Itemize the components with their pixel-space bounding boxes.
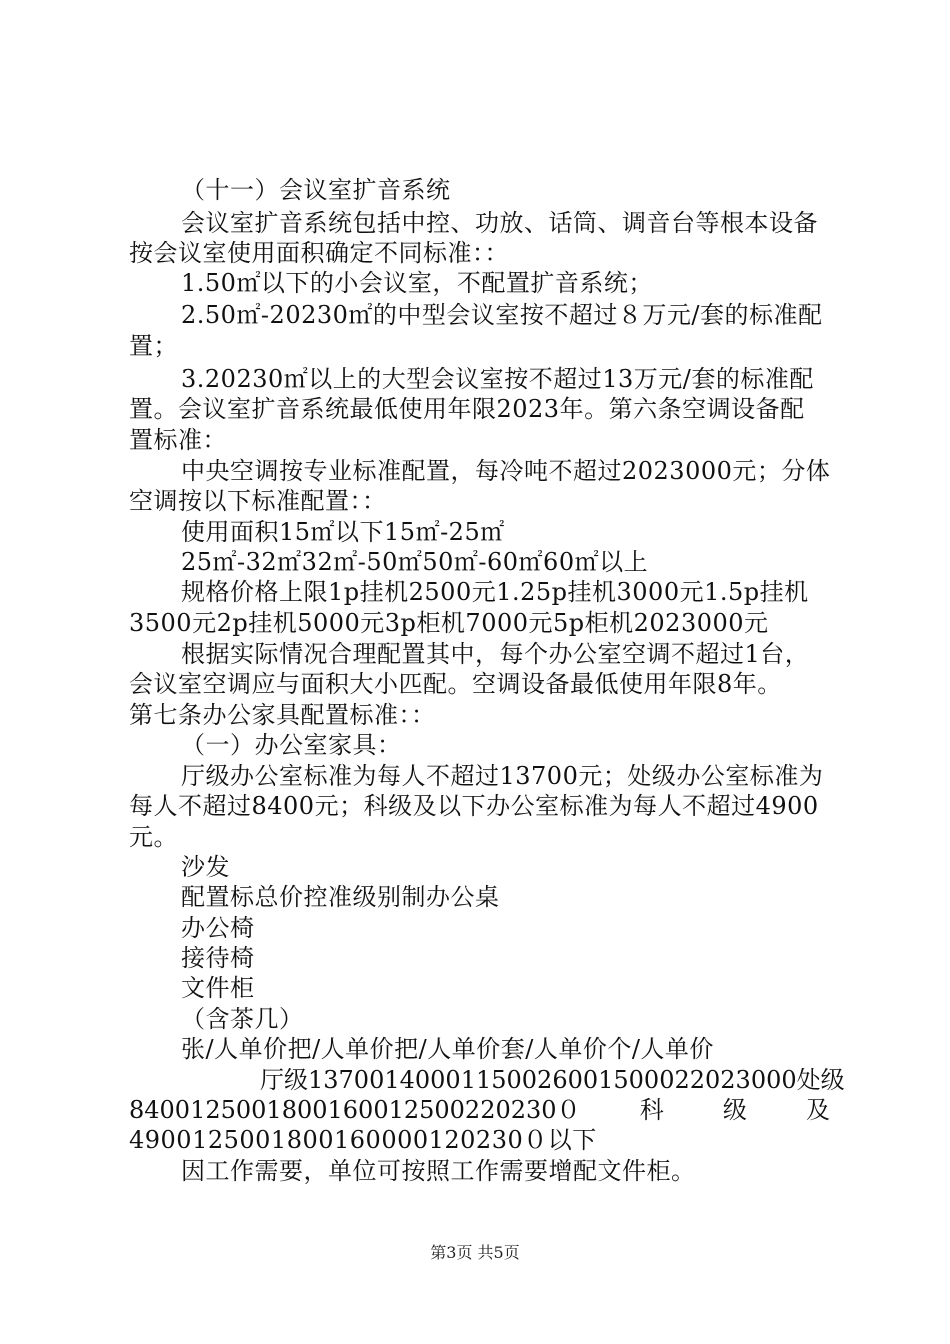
table-text-line: 4900125001800160000120230０以下: [129, 1126, 597, 1154]
paragraph-line: 根据实际情况合理配置其中，每个办公室空调不超过1台，: [181, 640, 810, 668]
paragraph-line: 25㎡-32㎡32㎡-50㎡50㎡-60㎡60㎡以上: [181, 548, 649, 576]
table-cell-text: 8400125001800160012500220230０: [129, 1096, 581, 1124]
table-cell-text: 科: [639, 1096, 664, 1124]
paragraph-line: 会议室扩音系统包括中控、功放、话筒、调音台等根本设备: [181, 209, 818, 237]
paragraph-line: 中央空调按专业标准配置，每冷吨不超过2023000元；分体: [181, 457, 831, 485]
paragraph-line: 置标准：: [129, 426, 227, 454]
table-cell-text: 13700140001150026001500022023000: [308, 1066, 797, 1094]
list-item: 2.50㎡-20230㎡的中型会议室按不超过８万元/套的标准配: [181, 301, 823, 329]
paragraph-line: 3500元2p挂机5000元3p柜机7000元5p柜机2023000元: [129, 609, 769, 637]
table-cell-text: 级: [722, 1096, 747, 1124]
table-text-line: 办公椅: [181, 914, 255, 942]
page-footer: 第3页 共5页: [430, 1243, 520, 1262]
paragraph-line: 元。: [129, 823, 178, 851]
table-cell-text: 级: [284, 1066, 308, 1094]
table-justified-row: [129, 1095, 830, 1125]
table-text-line: 接待椅: [181, 944, 255, 972]
paragraph-line: 会议室空调应与面积大小匹配。空调设备最低使用年限8年。: [129, 670, 782, 698]
paragraph-line: 置。会议室扩音系统最低使用年限2023年。第六条空调设备配: [129, 395, 805, 423]
table-cell-text: 厅: [260, 1066, 284, 1094]
paragraph-line: 每人不超过8400元；科级及以下办公室标准为每人不超过4900: [129, 792, 819, 820]
table-text-line: 文件柜: [181, 974, 255, 1002]
paragraph-line: 按会议室使用面积确定不同标准：：: [129, 239, 509, 267]
table-cell-text: 级: [820, 1066, 845, 1094]
section-heading: （十一）会议室扩音系统: [181, 176, 451, 204]
paragraph-line: 因工作需要，单位可按照工作需要增配文件柜。: [181, 1157, 696, 1185]
list-item: 3.20230㎡以上的大型会议室按不超过13万元/套的标准配: [181, 365, 814, 393]
list-item: 1.50㎡以下的小会议室，不配置扩音系统；: [181, 269, 653, 297]
paragraph-line: 使用面积15㎡以下15㎡-25㎡: [181, 518, 505, 546]
table-text-line: 配置标总价控准级别制办公桌: [181, 883, 500, 911]
paragraph-line: 规格价格上限1p挂机2500元1.25p挂机3000元1.5p挂机: [181, 578, 809, 606]
sub-heading: （一）办公室家具：: [181, 731, 402, 759]
paragraph-line: 空调按以下标准配置：：: [129, 487, 387, 515]
paragraph-line: 置；: [129, 332, 178, 360]
table-text-line: （含茶几）: [181, 1005, 304, 1033]
paragraph-line: 第七条办公家具配置标准：：: [129, 701, 436, 729]
table-text-line: 张/人单价把/人单价把/人单价套/人单价个/人单价: [181, 1035, 714, 1063]
table-justified-row: [260, 1065, 845, 1095]
table-cell-text: 处: [796, 1066, 821, 1094]
table-cell-text: 及: [805, 1096, 830, 1124]
paragraph-line: 厅级办公室标准为每人不超过13700元；处级办公室标准为: [181, 762, 824, 790]
table-text-line: 沙发: [181, 853, 230, 881]
